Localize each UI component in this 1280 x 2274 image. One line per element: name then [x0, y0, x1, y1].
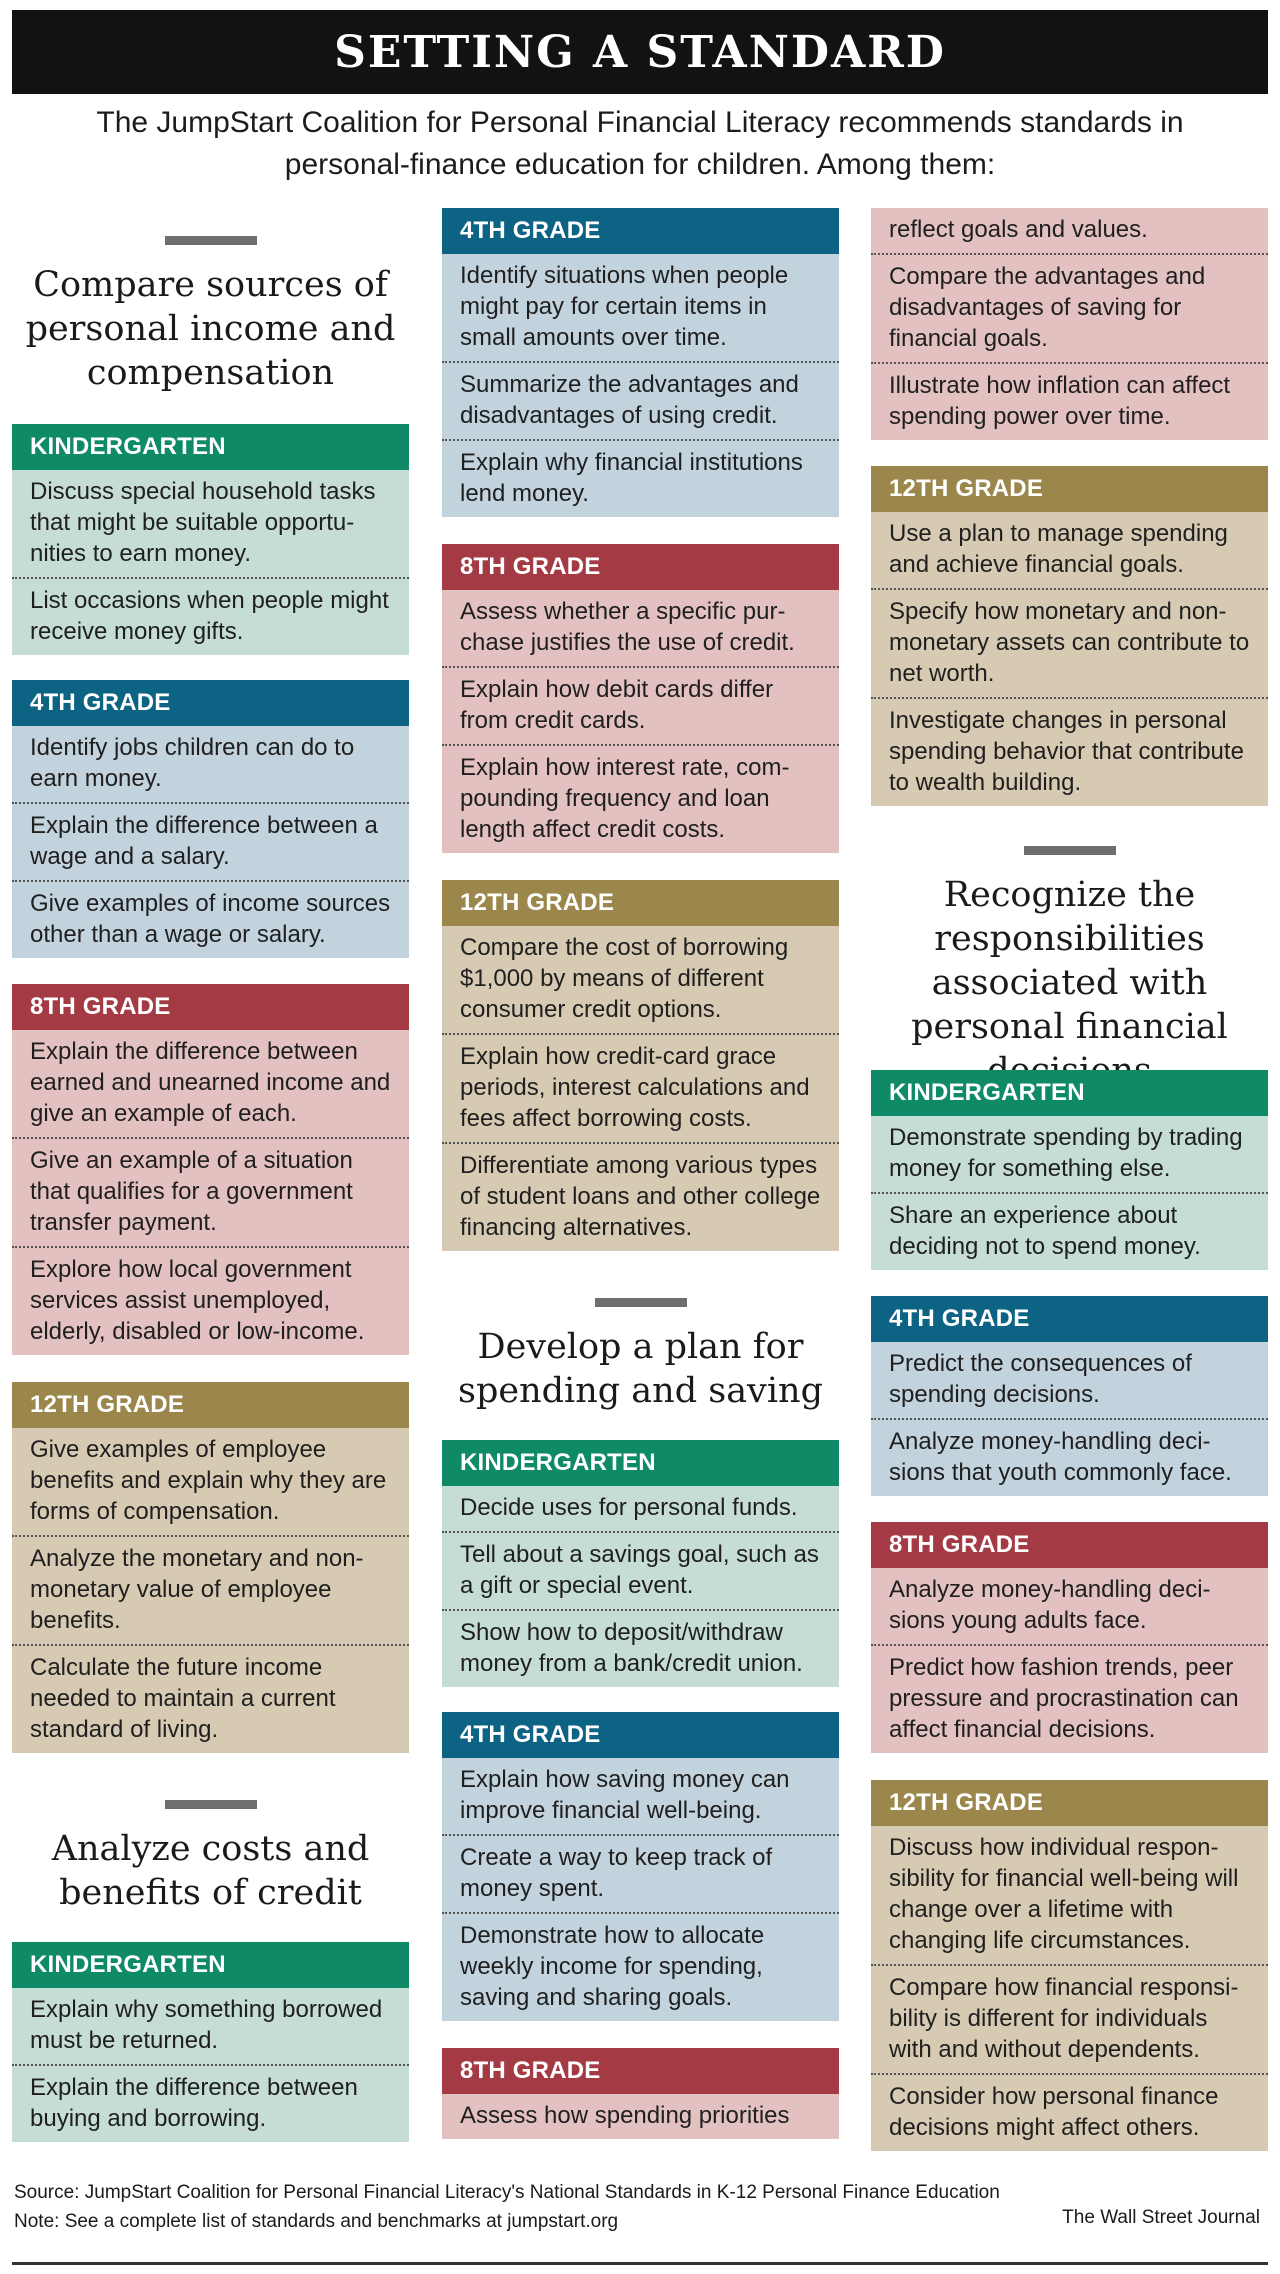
credit-grade4 — [442, 208, 839, 517]
section-rule — [1024, 846, 1116, 855]
standard-item: Assess how spending priorities — [460, 2102, 790, 2129]
section-heading: Analyze costs and benefits of credit — [51, 1829, 370, 1913]
standard-item: Explain why something borrowed must be returned. — [12, 1988, 409, 2066]
standard-item: Explain the difference between a wage and a salary. — [12, 804, 409, 882]
spending-grade12 — [871, 466, 1268, 806]
section-rule — [165, 236, 257, 245]
responsibility-grade8 — [871, 1522, 1268, 1753]
standard-item: Explain the difference between buying and borrowing. — [30, 2074, 358, 2132]
grade-header: 8TH GRADE — [871, 1522, 1268, 1568]
income-kindergarten — [12, 424, 409, 655]
source-note: Source: JumpStart Coalition for Personal Financial Literacy's National Standards in K-12 Personal Finance Education — [14, 2182, 1000, 2203]
section-credit — [12, 1800, 409, 1915]
standard-item: Explain how debit cards differ from credit cards. — [442, 668, 839, 746]
standard-item: Compare how financial responsibility is different for individuals with and without dependents. — [871, 1966, 1268, 2075]
standard-item: reflect goals and values. — [871, 208, 1268, 255]
income-grade12 — [12, 1382, 409, 1753]
responsibility-grade4 — [871, 1296, 1268, 1496]
section-heading: Recognize the responsibilities associated with personal financial — [911, 875, 1228, 1047]
grade-header: KINDERGARTEN — [12, 1942, 409, 1988]
standard-item: Analyze the monetary and nonmonetary value of employee benefits. — [12, 1537, 409, 1646]
standard-item: Discuss special household tasks that might be suitable opportunities to earn money. — [12, 470, 409, 579]
standard-item: Demonstrate spending by trading money for something else. — [871, 1116, 1268, 1194]
standard-item: Consider how personal finance decisions might affect others. — [889, 2083, 1219, 2141]
standard-item: Identify situations when people might pay for certain items in small amounts over time. — [442, 254, 839, 363]
spending-kindergarten — [442, 1440, 839, 1687]
standard-item: Investigate changes in personal spending behavior that contribute to wealth building. — [889, 707, 1244, 796]
grade-header: 4TH GRADE — [442, 1712, 839, 1758]
credit-grade8 — [442, 544, 839, 853]
standard-item: Create a way to keep track of money spent. — [442, 1836, 839, 1914]
section-heading: Develop a plan for spending and saving — [458, 1327, 823, 1411]
bottom-rule — [12, 2262, 1268, 2265]
standard-item: Analyze money-handling decisions that youth commonly face. — [889, 1428, 1232, 1486]
grade-header: KINDERGARTEN — [871, 1070, 1268, 1116]
grade-header: KINDERGARTEN — [12, 424, 409, 470]
standard-item: Calculate the future income needed to maintain a current standard of living. — [30, 1654, 336, 1743]
income-grade8 — [12, 984, 409, 1355]
grade-header: 12TH GRADE — [12, 1382, 409, 1428]
section-spending — [442, 1298, 839, 1413]
standard-item: Differentiate among various types of student loans and other college financing alternatives. — [460, 1152, 821, 1241]
responsibility-grade12 — [871, 1780, 1268, 2151]
standard-item: Give examples of employee benefits and explain why they are forms of compensation. — [12, 1428, 409, 1537]
standard-item: Explore how local government services assist unemployed, elderly, disabled or low-income. — [30, 1256, 365, 1345]
section-income — [12, 236, 409, 395]
credit-grade12 — [442, 880, 839, 1251]
publisher-credit: The Wall Street Journal — [1062, 2207, 1260, 2228]
income-grade4 — [12, 680, 409, 958]
grade-header: 4TH GRADE — [871, 1296, 1268, 1342]
section-rule — [595, 1298, 687, 1307]
standard-item: Predict the consequences of spending decisions. — [871, 1342, 1268, 1420]
title-banner — [12, 10, 1268, 94]
standard-item: Summarize the advantages and disadvantages of using credit. — [442, 363, 839, 441]
standard-item: Assess whether a specific purchase justifies the use of credit. — [442, 590, 839, 668]
grade-header: 4TH GRADE — [442, 208, 839, 254]
standard-item: Explain how saving money can improve financial well-being. — [442, 1758, 839, 1836]
standard-item: Tell about a savings goal, such as a gift or special event. — [442, 1533, 839, 1611]
section-heading: Compare sources of personal income and compensation — [25, 265, 396, 393]
section-responsibility — [871, 846, 1268, 1093]
standard-item: Use a plan to manage spending and achieve financial goals. — [871, 512, 1268, 590]
intro-text: The JumpStart Coalition for Personal Financial Literacy recommends standards in personal-finance education for children. Among them: — [96, 106, 1184, 181]
standard-item: Predict how fashion trends, peer pressure and procrastination can affect financial decisions. — [889, 1654, 1239, 1743]
standard-item: Illustrate how inflation can affect spending power over time. — [889, 372, 1231, 430]
grade-header: 8TH GRADE — [12, 984, 409, 1030]
standard-item: Explain why financial institutions lend money. — [460, 449, 803, 507]
grade-header: 8TH GRADE — [442, 544, 839, 590]
standard-item: Demonstrate how to allocate weekly income for spending, saving and sharing goals. — [460, 1922, 765, 2011]
grade-header: 4TH GRADE — [12, 680, 409, 726]
standard-item: Compare the advantages and disadvantages of saving for financial goals. — [871, 255, 1268, 364]
standard-item: Give examples of income sources other than a wage or salary. — [30, 890, 391, 948]
standard-item: Specify how monetary and nonmonetary assets can contribute to net worth. — [871, 590, 1268, 699]
standard-item: Analyze money-handling decisions young adults face. — [871, 1568, 1268, 1646]
standard-item: Explain the difference between earned and unearned income and give an example of each. — [12, 1030, 409, 1139]
spending-grade8 — [442, 2048, 839, 2139]
standard-item: Compare the cost of borrowing $1,000 by means of different consumer credit options. — [442, 926, 839, 1035]
section-rule — [165, 1800, 257, 1809]
standard-item: List occasions when people might receive money gifts. — [30, 587, 389, 645]
grade-header: KINDERGARTEN — [442, 1440, 839, 1486]
grade-header: 12TH GRADE — [871, 466, 1268, 512]
spending-grade4 — [442, 1712, 839, 2021]
credit-kindergarten — [12, 1942, 409, 2142]
grade-header: 12TH GRADE — [871, 1780, 1268, 1826]
grade-header: 12TH GRADE — [442, 880, 839, 926]
grade-header: 8TH GRADE — [442, 2048, 839, 2094]
footer-notes — [14, 2178, 1000, 2236]
page-title: SETTING A STANDARD — [334, 26, 946, 78]
standard-item: Decide uses for personal funds. — [442, 1486, 839, 1533]
standard-item: Give an example of a situation that qualifies for a government transfer payment. — [12, 1139, 409, 1248]
standard-item: Show how to deposit/withdraw money from a bank/credit union. — [460, 1619, 803, 1677]
standard-item: Explain how interest rate, compounding frequency and loan length affect credit costs. — [460, 754, 790, 843]
spending-grade8-continued — [871, 208, 1268, 440]
standard-item: Explain how credit-card grace periods, interest calculations and fees affect borrowing costs. — [442, 1035, 839, 1144]
note-text: Note: See a complete list of standards and benchmarks at jumpstart.org — [14, 2211, 619, 2232]
standard-item: Identify jobs children can do to earn money. — [12, 726, 409, 804]
standard-item: Share an experience about deciding not to spend money. — [889, 1202, 1201, 1260]
standard-item: Discuss how individual responsibility for financial well-being will change over a lifetime with changing life circumstances. — [871, 1826, 1268, 1966]
responsibility-kindergarten — [871, 1070, 1268, 1270]
